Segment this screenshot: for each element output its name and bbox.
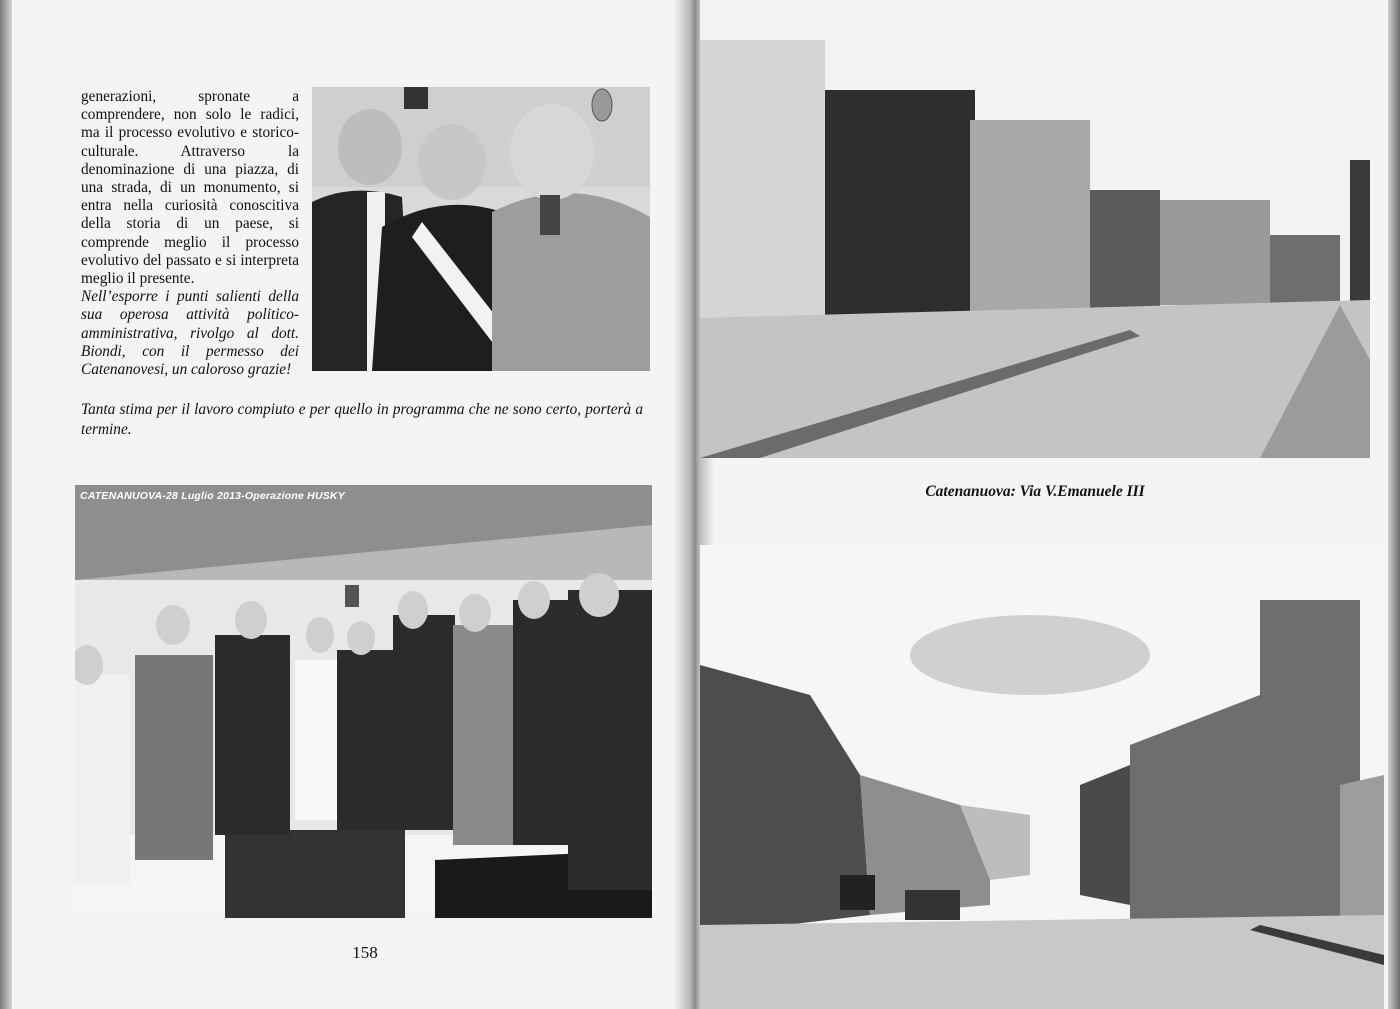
photo-stamp: CATENANUOVA-28 Luglio 2013-Operazione HUSKY (80, 490, 345, 502)
paragraph-italic: Nell’esporre i punti salienti della sua operosa attività politico-amministrativa, rivolgo al dott. Biondi, con il permesso dei Catenanovesi, un caloroso grazie! (81, 288, 299, 379)
photo-group-ceremony-image (75, 485, 652, 918)
photo-three-men (312, 87, 650, 371)
photo-street-top-image (700, 0, 1370, 458)
closing-text: Tanta stima per il lavoro compiuto e per quello in programma che ne sono certo, porterà a termine. (81, 401, 643, 438)
left-edge (0, 0, 12, 1009)
photo-street-bottom-image (700, 545, 1384, 1009)
photo-group-ceremony (75, 485, 652, 918)
right-edge (1388, 0, 1400, 1009)
photo-caption: Catenanuova: Via V.Emanuele III (925, 483, 1145, 500)
photo-street-bottom (700, 545, 1384, 1009)
page-number: 158 (352, 943, 378, 962)
body-text (81, 88, 299, 379)
photo-three-men-image (312, 87, 650, 371)
photo-street-top (700, 0, 1370, 458)
paragraph-regular: generazioni, spronate a comprendere, non solo le radici, ma il processo evolutivo e storico-culturale. Attraverso la denominazione di una piazza, di una strada, di un monumento, si entra nella curiosità conoscitiva della storia di un paese, si comprende meglio il processo evolutivo del passato e si interpreta meglio il presente. (81, 88, 299, 288)
